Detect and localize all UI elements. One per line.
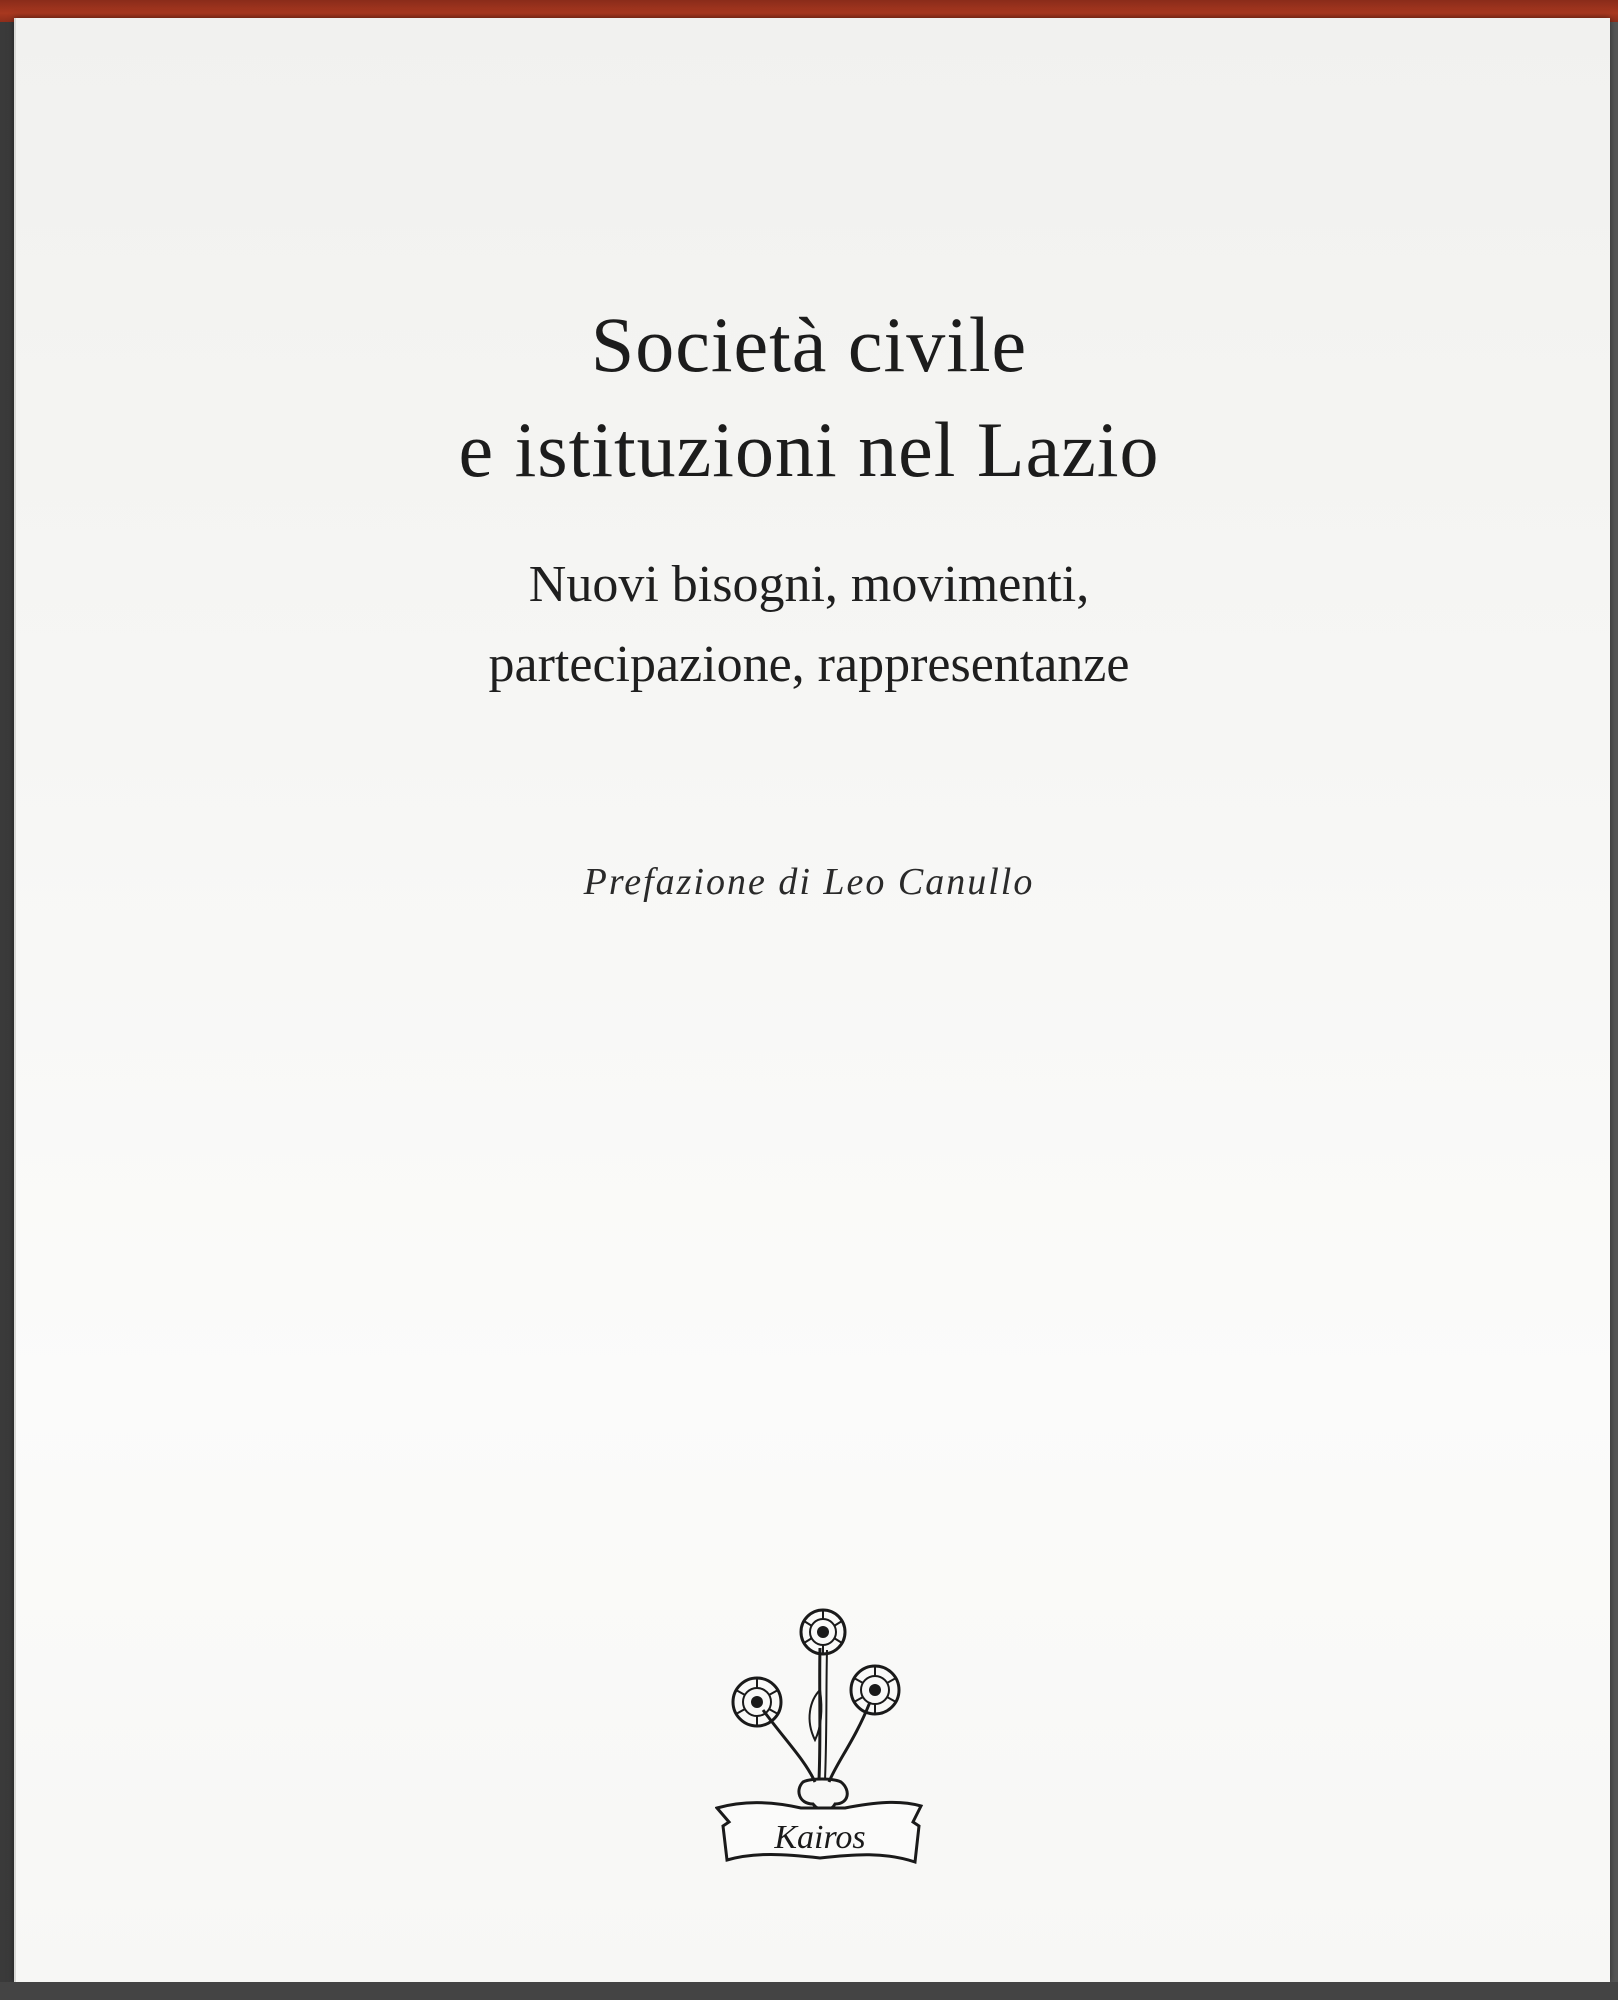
flower-pot-logo-icon — [715, 1590, 925, 1870]
book-subtitle-line-2: partecipazione, rappresentanze — [488, 636, 1130, 693]
top-band-text — [200, 0, 1400, 8]
book-subtitle-line-1: Nuovi bisogni, movimenti, — [528, 556, 1090, 613]
publisher-logo — [715, 1590, 925, 1870]
bottom-edge — [0, 1982, 1618, 2000]
publisher-name: Kairos — [774, 1819, 866, 1856]
book-title-line-1: Società civile — [590, 301, 1028, 388]
preface-credit: Prefazione di Leo Canullo — [583, 861, 1035, 903]
book-title-line-2: e istituzioni nel Lazio — [458, 406, 1160, 493]
